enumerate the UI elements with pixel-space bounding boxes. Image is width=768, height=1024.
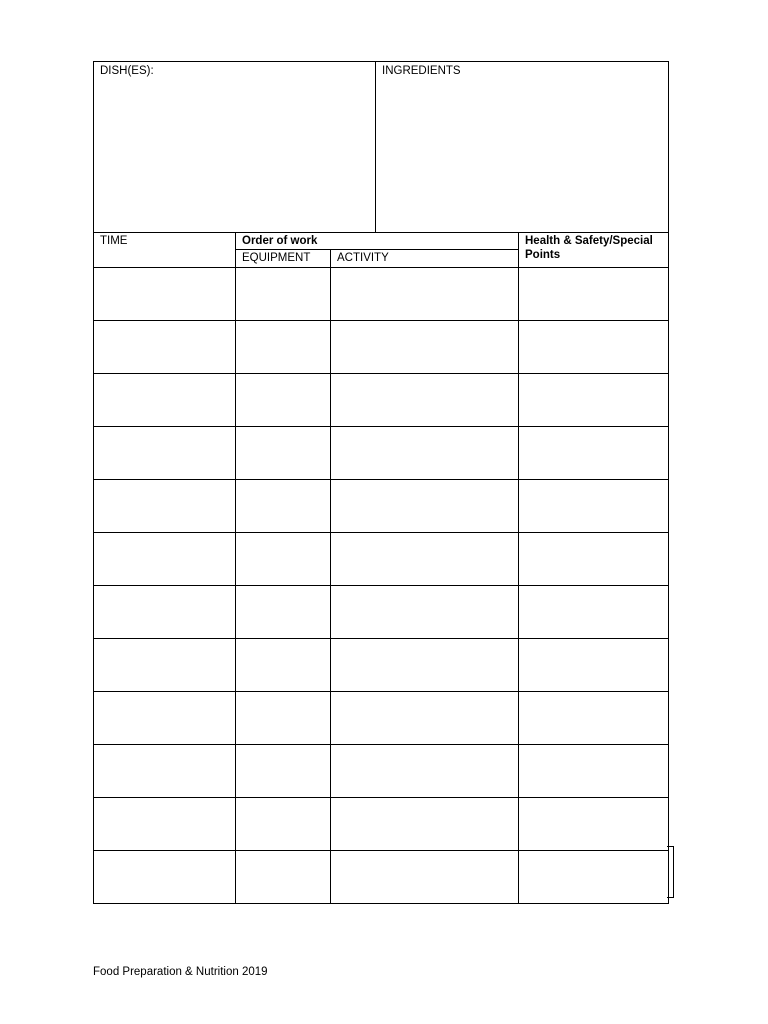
dishes-label: DISH(ES): xyxy=(100,65,154,77)
health-safety-cell[interactable] xyxy=(519,321,669,374)
equipment-header: EQUIPMENT xyxy=(242,252,311,264)
equipment-cell[interactable] xyxy=(236,321,331,374)
time-header-cell xyxy=(94,233,236,268)
last-row-extension xyxy=(667,846,674,898)
health-safety-cell[interactable] xyxy=(519,374,669,427)
health-safety-cell[interactable] xyxy=(519,268,669,321)
health-safety-cell[interactable] xyxy=(519,480,669,533)
time-header: TIME xyxy=(100,235,128,247)
table-row xyxy=(94,268,669,321)
health-safety-header: Health & Safety/Special Points xyxy=(525,235,653,261)
table-row xyxy=(94,374,669,427)
table-row xyxy=(94,692,669,745)
health-safety-cell[interactable] xyxy=(519,692,669,745)
footer-text: Food Preparation & Nutrition 2019 xyxy=(93,966,268,978)
activity-header-cell xyxy=(331,250,519,268)
equipment-cell[interactable] xyxy=(236,427,331,480)
table-row xyxy=(94,798,669,851)
time-cell[interactable] xyxy=(94,427,236,480)
health-safety-header-cell xyxy=(519,233,669,268)
order-of-work-header: Order of work xyxy=(242,235,318,247)
ingredients-label: INGREDIENTS xyxy=(382,65,461,77)
order-of-work-table xyxy=(93,232,669,904)
health-safety-cell[interactable] xyxy=(519,851,669,904)
activity-cell[interactable] xyxy=(331,851,519,904)
equipment-cell[interactable] xyxy=(236,480,331,533)
equipment-header-cell xyxy=(236,250,331,268)
health-safety-cell[interactable] xyxy=(519,745,669,798)
equipment-cell[interactable] xyxy=(236,745,331,798)
ingredients-field[interactable] xyxy=(376,62,668,232)
activity-cell[interactable] xyxy=(331,427,519,480)
time-cell[interactable] xyxy=(94,374,236,427)
time-cell[interactable] xyxy=(94,480,236,533)
dish-ingredients-box xyxy=(93,61,669,233)
time-cell[interactable] xyxy=(94,321,236,374)
table-row xyxy=(94,745,669,798)
time-cell[interactable] xyxy=(94,692,236,745)
activity-cell[interactable] xyxy=(331,374,519,427)
time-cell[interactable] xyxy=(94,798,236,851)
time-cell[interactable] xyxy=(94,639,236,692)
activity-cell[interactable] xyxy=(331,533,519,586)
equipment-cell[interactable] xyxy=(236,268,331,321)
health-safety-cell[interactable] xyxy=(519,639,669,692)
equipment-cell[interactable] xyxy=(236,798,331,851)
equipment-cell[interactable] xyxy=(236,374,331,427)
activity-cell[interactable] xyxy=(331,798,519,851)
time-cell[interactable] xyxy=(94,851,236,904)
dishes-field[interactable] xyxy=(94,62,376,232)
health-safety-cell[interactable] xyxy=(519,586,669,639)
time-cell[interactable] xyxy=(94,586,236,639)
equipment-cell[interactable] xyxy=(236,639,331,692)
health-safety-cell[interactable] xyxy=(519,427,669,480)
equipment-cell[interactable] xyxy=(236,851,331,904)
activity-cell[interactable] xyxy=(331,321,519,374)
time-cell[interactable] xyxy=(94,268,236,321)
activity-cell[interactable] xyxy=(331,639,519,692)
health-safety-cell[interactable] xyxy=(519,798,669,851)
table-row xyxy=(94,321,669,374)
activity-cell[interactable] xyxy=(331,480,519,533)
equipment-cell[interactable] xyxy=(236,692,331,745)
health-safety-cell[interactable] xyxy=(519,533,669,586)
activity-cell[interactable] xyxy=(331,692,519,745)
equipment-cell[interactable] xyxy=(236,533,331,586)
table-header-row xyxy=(94,233,669,250)
activity-header: ACTIVITY xyxy=(337,252,389,264)
activity-cell[interactable] xyxy=(331,745,519,798)
table-row xyxy=(94,586,669,639)
time-cell[interactable] xyxy=(94,533,236,586)
order-of-work-header-cell xyxy=(236,233,519,250)
equipment-cell[interactable] xyxy=(236,586,331,639)
table-row xyxy=(94,533,669,586)
activity-cell[interactable] xyxy=(331,268,519,321)
time-cell[interactable] xyxy=(94,745,236,798)
table-row xyxy=(94,639,669,692)
table-row xyxy=(94,427,669,480)
table-row xyxy=(94,851,669,904)
activity-cell[interactable] xyxy=(331,586,519,639)
table-row xyxy=(94,480,669,533)
